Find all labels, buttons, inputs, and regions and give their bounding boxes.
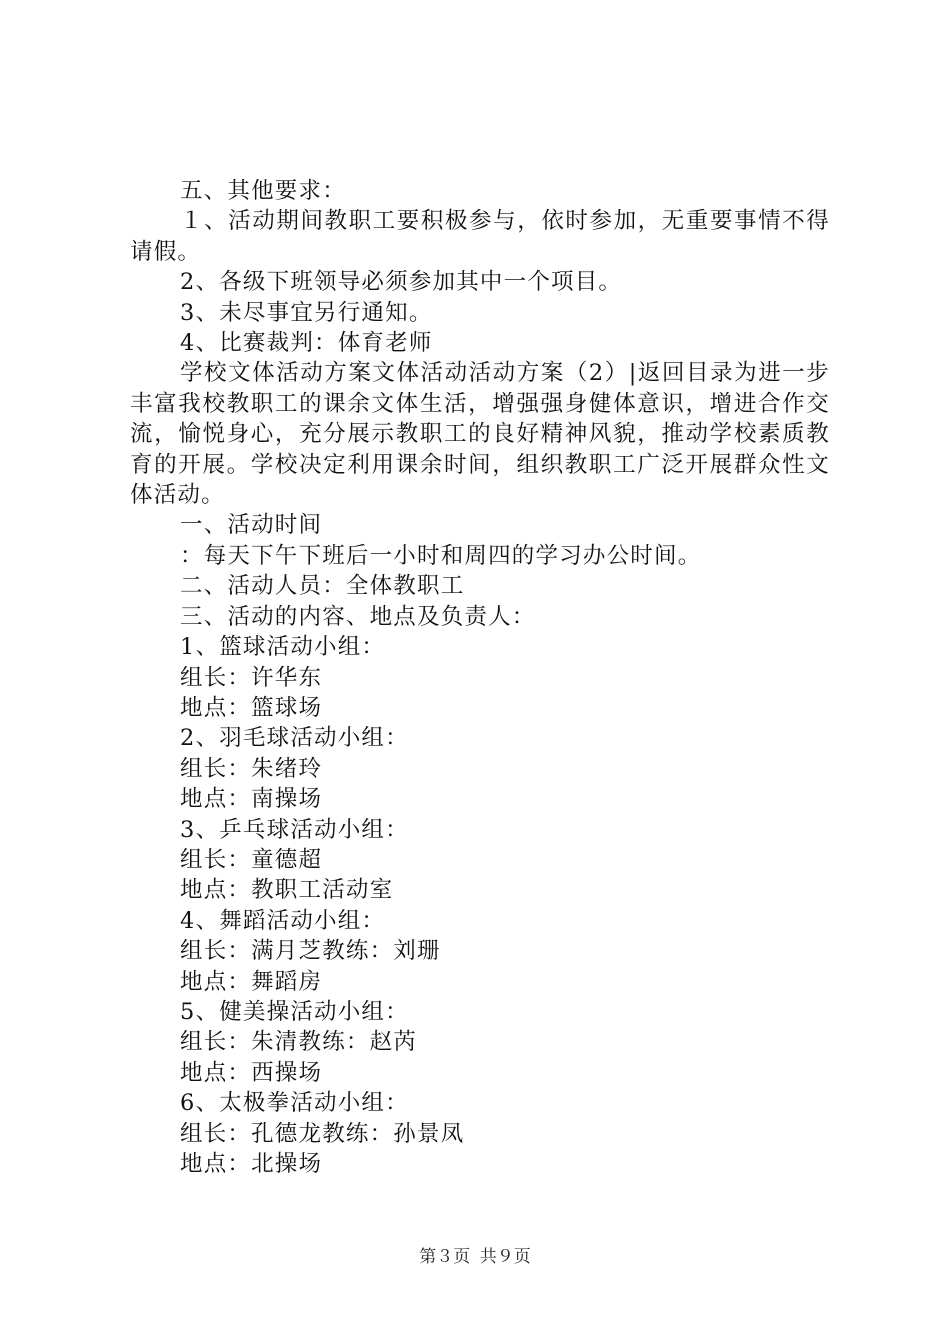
group-badminton-leader: 组长：朱绪玲 xyxy=(180,755,323,782)
group-basketball-leader: 组长：许华东 xyxy=(180,664,323,691)
group-table-tennis-location: 地点：教职工活动室 xyxy=(180,877,394,904)
page-number: 第３页 xyxy=(419,1247,471,1267)
group-dance: 4、舞蹈活动小组： xyxy=(180,907,386,934)
plan-intro-paragraph: 学校文体活动方案文体活动活动方案（2）|返回目录为进一步丰富我校教职工的课余文体生活，增强强身健体意识，增进合作交流，愉悦身心，充分展示教职工的良好精神风貌，推动学校素质教育的开展。学校决定利用课余时间，组织教职工广泛开展群众性文体活动。 xyxy=(130,360,830,509)
requirement-item-4: 4、比赛裁判：体育老师 xyxy=(180,330,433,357)
group-table-tennis: 3、乒乓球活动小组： xyxy=(180,816,409,843)
page-footer xyxy=(0,1242,950,1267)
requirement-item-1: １、活动期间教职工要积极参与，依时参加，无重要事情不得请假。 xyxy=(130,208,830,265)
group-aerobics-location: 地点：西操场 xyxy=(180,1059,323,1086)
group-badminton-location: 地点：南操场 xyxy=(180,786,323,813)
group-tai-chi-leader: 组长：孔德龙教练：孙景凤 xyxy=(180,1120,465,1147)
group-tai-chi-location: 地点：北操场 xyxy=(180,1151,323,1177)
group-dance-location: 地点：舞蹈房 xyxy=(180,968,323,995)
group-basketball: 1、篮球活动小组： xyxy=(180,634,386,661)
group-aerobics-leader: 组长：朱清教练：赵芮 xyxy=(180,1029,418,1056)
requirement-item-2: 2、各级下班领导必须参加其中一个项目。 xyxy=(180,269,623,296)
document-body xyxy=(130,176,830,1179)
section-heading-participants: 二、活动人员：全体教职工 xyxy=(180,573,465,600)
group-tai-chi: 6、太极拳活动小组： xyxy=(180,1090,409,1117)
group-aerobics: 5、健美操活动小组： xyxy=(180,998,409,1025)
page-total: 共９页 xyxy=(479,1247,531,1267)
group-basketball-location: 地点：篮球场 xyxy=(180,694,323,721)
section-heading-other-requirements: 五、其他要求： xyxy=(180,178,346,204)
section-heading-activity-time: 一、活动时间 xyxy=(180,512,323,539)
group-dance-leader: 组长：满月芝教练：刘珊 xyxy=(180,938,441,965)
activity-time-text: ：每天下午下班后一小时和周四的学习办公时间。 xyxy=(180,542,702,569)
section-heading-content: 三、活动的内容、地点及负责人： xyxy=(180,603,536,630)
group-table-tennis-leader: 组长：童德超 xyxy=(180,846,323,873)
group-badminton: 2、羽毛球活动小组： xyxy=(180,725,409,752)
requirement-item-3: 3、未尽事宜另行通知。 xyxy=(180,299,433,326)
